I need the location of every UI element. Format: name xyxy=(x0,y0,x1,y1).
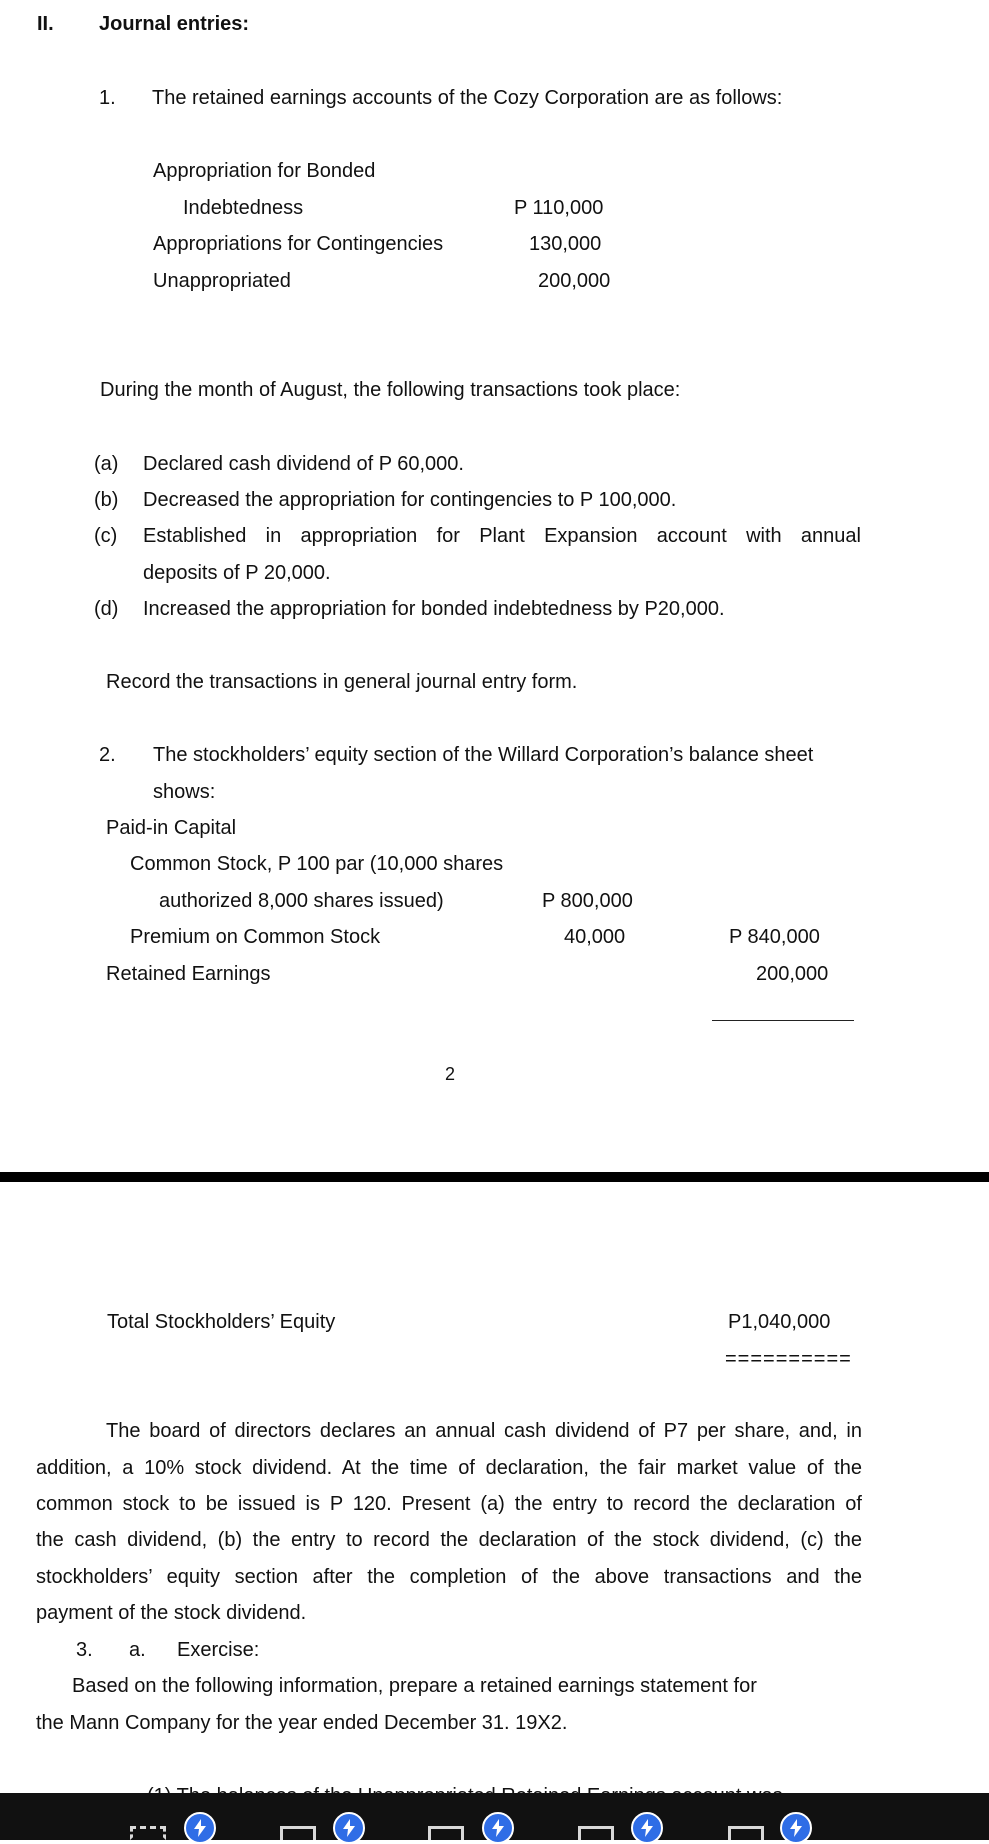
lightning-icon[interactable] xyxy=(780,1812,812,1844)
q2-paragraph-line: common stock to be issued is P 120. Present (a) the entry to record the declaration of xyxy=(36,1493,862,1515)
page-icon[interactable] xyxy=(280,1826,316,1840)
table-icon[interactable] xyxy=(428,1826,464,1840)
account-label: Unappropriated xyxy=(153,270,291,292)
common-stock-label: authorized 8,000 shares issued) xyxy=(159,890,444,912)
transaction-letter: (a) xyxy=(94,453,119,475)
common-stock-value: P 800,000 xyxy=(542,890,633,912)
q3-instruction: the Mann Company for the year ended December 31. 19X2. xyxy=(36,1712,568,1734)
scan-icon[interactable] xyxy=(130,1826,166,1840)
q2-intro: shows: xyxy=(153,781,216,803)
transaction-letter: (d) xyxy=(94,598,119,620)
account-label: Appropriation for Bonded xyxy=(153,160,376,182)
retained-earnings-value: 200,000 xyxy=(756,963,829,985)
account-value: 130,000 xyxy=(529,233,602,255)
page-number: 2 xyxy=(445,1064,456,1084)
transaction-text: deposits of P 20,000. xyxy=(143,562,331,584)
q2-paragraph-line: The board of directors declares an annual cash dividend of P7 per share, and, in xyxy=(106,1420,862,1442)
section-title: Journal entries: xyxy=(99,13,250,35)
paid-in-capital-label: Paid-in Capital xyxy=(106,817,237,839)
q1-during: During the month of August, the following transactions took place: xyxy=(100,379,681,401)
transaction-letter: (c) xyxy=(94,525,118,547)
q2-paragraph-line: payment of the stock dividend. xyxy=(36,1602,307,1624)
page-break xyxy=(0,1172,989,1182)
paid-in-total: P 840,000 xyxy=(729,926,820,948)
lightning-icon[interactable] xyxy=(333,1812,365,1844)
q3-number: 3. xyxy=(76,1639,93,1661)
q2-paragraph-line: stockholders’ equity section after the completion of the above transactions and the xyxy=(36,1566,862,1588)
q3-letter: a. xyxy=(129,1639,146,1661)
transaction-text: Decreased the appropriation for contingencies to P 100,000. xyxy=(143,489,677,511)
total-equity-label: Total Stockholders’ Equity xyxy=(107,1311,336,1333)
q3-instruction: Based on the following information, prepare a retained earnings statement for xyxy=(72,1675,757,1697)
lightning-icon[interactable] xyxy=(184,1812,216,1844)
total-double-rule: ========== xyxy=(725,1348,852,1370)
lightning-icon[interactable] xyxy=(482,1812,514,1844)
retained-earnings-label: Retained Earnings xyxy=(106,963,271,985)
q2-intro: The stockholders’ equity section of the Willard Corporation’s balance sheet xyxy=(153,744,814,766)
premium-label: Premium on Common Stock xyxy=(130,926,381,948)
convert-icon[interactable] xyxy=(728,1826,764,1840)
total-equity-value: P1,040,000 xyxy=(728,1311,831,1333)
account-value: P 110,000 xyxy=(514,197,604,219)
q3-label: Exercise: xyxy=(177,1639,260,1661)
premium-value: 40,000 xyxy=(564,926,626,948)
transaction-text: Increased the appropriation for bonded indebtedness by P20,000. xyxy=(143,598,725,620)
q1-number: 1. xyxy=(99,87,116,109)
q2-paragraph-line: addition, a 10% stock dividend. At the time of declaration, the fair market value of the xyxy=(36,1457,862,1479)
section-numeral: II. xyxy=(37,13,54,35)
transaction-letter: (b) xyxy=(94,489,119,511)
transaction-text: Established in appropriation for Plant Expansion account with annual xyxy=(143,525,861,547)
q2-number: 2. xyxy=(99,744,116,766)
account-label: Indebtedness xyxy=(183,197,304,219)
total-underline xyxy=(712,1020,854,1021)
slide-icon[interactable] xyxy=(578,1826,614,1840)
q1-instruction: Record the transactions in general journal entry form. xyxy=(106,671,578,693)
q2-paragraph-line: the cash dividend, (b) the entry to record the declaration of the stock dividend, (c) the xyxy=(36,1529,862,1551)
common-stock-label: Common Stock, P 100 par (10,000 shares xyxy=(130,853,504,875)
account-value: 200,000 xyxy=(538,270,611,292)
account-label: Appropriations for Contingencies xyxy=(153,233,444,255)
transaction-text: Declared cash dividend of P 60,000. xyxy=(143,453,464,475)
lightning-icon[interactable] xyxy=(631,1812,663,1844)
q1-intro: The retained earnings accounts of the Cozy Corporation are as follows: xyxy=(152,87,783,109)
